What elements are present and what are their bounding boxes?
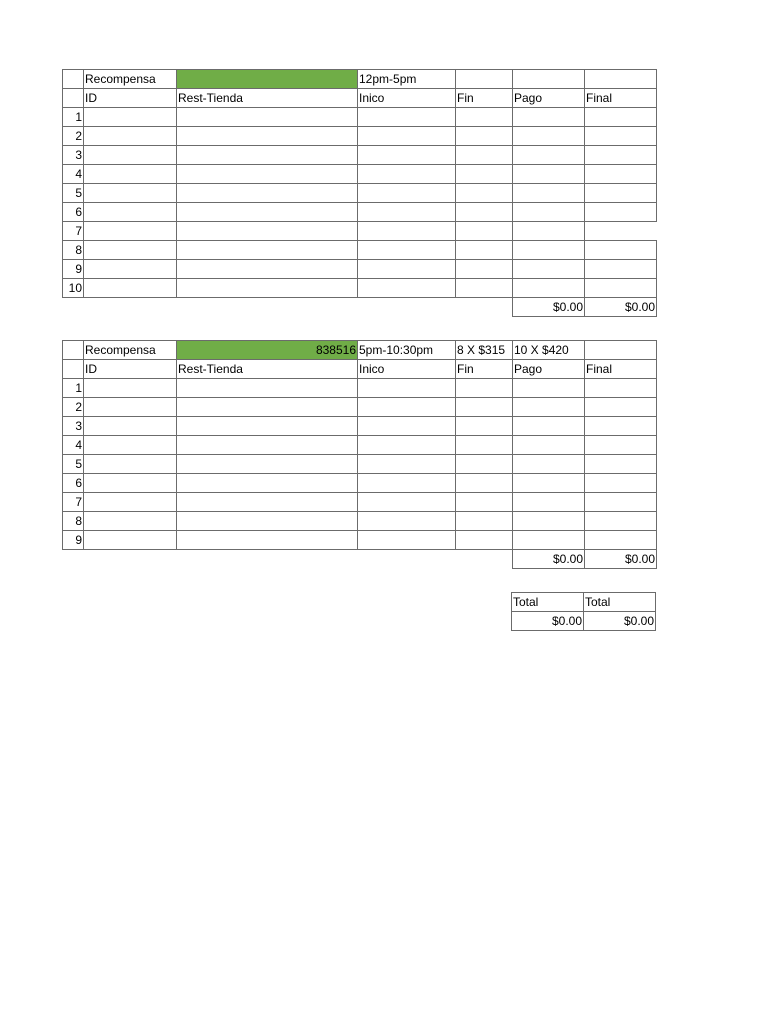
data-cell[interactable]: [358, 512, 456, 531]
data-cell[interactable]: [456, 531, 513, 550]
table-row: [63, 146, 657, 165]
row-number[interactable]: 6: [63, 203, 84, 222]
data-cell[interactable]: [585, 379, 657, 398]
data-cell[interactable]: [513, 493, 585, 512]
column-header[interactable]: Pago: [513, 360, 585, 379]
title-row: [63, 341, 657, 360]
data-cell[interactable]: [456, 146, 513, 165]
summary-blank-cell: [177, 298, 358, 317]
table-row: [63, 279, 657, 298]
data-cell[interactable]: [358, 108, 456, 127]
data-cell[interactable]: [177, 165, 358, 184]
title-row: [63, 70, 657, 89]
data-cell[interactable]: [585, 455, 657, 474]
data-cell[interactable]: [585, 493, 657, 512]
summary-blank-cell: [63, 298, 84, 317]
table-row: [63, 417, 657, 436]
grand-total-label-pago[interactable]: Total: [512, 593, 584, 612]
data-cell[interactable]: [513, 417, 585, 436]
data-cell[interactable]: [513, 455, 585, 474]
data-cell[interactable]: [513, 241, 585, 260]
row-number[interactable]: 9: [63, 260, 84, 279]
summary-blank-cell: [358, 550, 456, 569]
data-cell[interactable]: [513, 512, 585, 531]
data-cell[interactable]: [84, 531, 177, 550]
reward-table-2: [62, 340, 657, 569]
column-header[interactable]: Fin: [456, 360, 513, 379]
header-row: [63, 89, 657, 108]
data-cell[interactable]: [513, 127, 585, 146]
data-cell[interactable]: [84, 379, 177, 398]
data-cell[interactable]: [358, 436, 456, 455]
column-header[interactable]: Pago: [513, 89, 585, 108]
row-number[interactable]: 4: [63, 165, 84, 184]
data-cell[interactable]: [585, 398, 657, 417]
column-header[interactable]: Rest-Tienda: [177, 89, 358, 108]
data-cell[interactable]: [456, 398, 513, 417]
data-cell[interactable]: [358, 398, 456, 417]
header-corner-cell[interactable]: [63, 89, 84, 108]
reward-table-1: [62, 69, 657, 317]
data-cell[interactable]: [177, 474, 358, 493]
column-header[interactable]: Final: [585, 89, 657, 108]
data-cell[interactable]: [177, 398, 358, 417]
data-cell[interactable]: [84, 203, 177, 222]
row-number[interactable]: 2: [63, 127, 84, 146]
data-cell[interactable]: [456, 203, 513, 222]
title-empty-cell[interactable]: [585, 70, 657, 89]
data-cell[interactable]: [513, 279, 585, 298]
data-cell[interactable]: [84, 108, 177, 127]
data-cell[interactable]: [84, 474, 177, 493]
data-cell[interactable]: [177, 417, 358, 436]
data-cell[interactable]: [358, 241, 456, 260]
rate-note-1[interactable]: [456, 70, 513, 89]
table-row: [63, 379, 657, 398]
data-cell[interactable]: [84, 146, 177, 165]
row-number[interactable]: 3: [63, 146, 84, 165]
data-cell[interactable]: [513, 398, 585, 417]
summary-blank-cell: [63, 550, 84, 569]
data-cell[interactable]: [513, 146, 585, 165]
reward-label[interactable]: Recompensa: [84, 70, 177, 89]
data-cell[interactable]: [585, 203, 657, 222]
data-cell[interactable]: [84, 455, 177, 474]
subtotal-final[interactable]: $0.00: [585, 550, 657, 569]
data-cell[interactable]: [177, 436, 358, 455]
table-row: [63, 398, 657, 417]
data-cell[interactable]: [177, 531, 358, 550]
data-cell[interactable]: [456, 108, 513, 127]
data-cell[interactable]: [358, 531, 456, 550]
data-cell[interactable]: [585, 279, 657, 298]
rate-note-2[interactable]: 10 X $420: [513, 341, 585, 360]
data-cell[interactable]: [513, 203, 585, 222]
grand-total-label-final[interactable]: Total: [584, 593, 656, 612]
row-number[interactable]: 7: [63, 222, 84, 241]
shift-time[interactable]: 5pm-10:30pm: [358, 341, 456, 360]
grand-total-header-row: [512, 593, 656, 612]
column-header[interactable]: Inico: [358, 360, 456, 379]
data-cell[interactable]: [358, 184, 456, 203]
rate-note-1[interactable]: 8 X $315: [456, 341, 513, 360]
data-cell[interactable]: [84, 398, 177, 417]
data-cell[interactable]: [358, 165, 456, 184]
table-row: [63, 493, 657, 512]
data-cell[interactable]: [177, 379, 358, 398]
table-row: [63, 241, 657, 260]
summary-blank-cell: [456, 550, 513, 569]
data-cell[interactable]: [585, 512, 657, 531]
data-cell[interactable]: [456, 165, 513, 184]
column-header[interactable]: Final: [585, 360, 657, 379]
row-number[interactable]: 7: [63, 493, 84, 512]
reward-table-2-body: [63, 341, 657, 569]
rate-note-2[interactable]: [513, 70, 585, 89]
table-row: [63, 222, 657, 241]
grand-total-table: [511, 592, 656, 631]
data-cell[interactable]: [456, 512, 513, 531]
data-cell[interactable]: [513, 184, 585, 203]
data-cell[interactable]: [177, 184, 358, 203]
row-number[interactable]: 5: [63, 455, 84, 474]
data-cell[interactable]: [84, 417, 177, 436]
reward-table-1-body: [63, 70, 657, 317]
row-number[interactable]: 1: [63, 108, 84, 127]
data-cell[interactable]: [585, 260, 657, 279]
data-cell[interactable]: [177, 512, 358, 531]
data-cell[interactable]: [513, 108, 585, 127]
row-number[interactable]: 3: [63, 417, 84, 436]
data-cell[interactable]: [513, 436, 585, 455]
data-cell[interactable]: [456, 241, 513, 260]
data-cell[interactable]: [177, 279, 358, 298]
grand-total-value-pago[interactable]: $0.00: [512, 612, 584, 631]
column-header[interactable]: ID: [84, 89, 177, 108]
data-cell[interactable]: [177, 241, 358, 260]
data-cell[interactable]: [177, 455, 358, 474]
data-cell[interactable]: [585, 474, 657, 493]
data-cell[interactable]: [177, 203, 358, 222]
table-row: [63, 531, 657, 550]
data-cell[interactable]: [513, 260, 585, 279]
data-cell[interactable]: [456, 279, 513, 298]
table-row: [63, 474, 657, 493]
data-cell[interactable]: [358, 455, 456, 474]
table-row: [63, 455, 657, 474]
data-cell[interactable]: [456, 222, 513, 241]
table-row: [63, 108, 657, 127]
column-header[interactable]: Inico: [358, 89, 456, 108]
data-cell[interactable]: [177, 493, 358, 512]
table-row: [63, 436, 657, 455]
data-cell[interactable]: [585, 184, 657, 203]
table-row: [63, 512, 657, 531]
column-header[interactable]: Rest-Tienda: [177, 360, 358, 379]
data-cell[interactable]: [177, 222, 358, 241]
summary-row: [63, 550, 657, 569]
data-cell[interactable]: [585, 241, 657, 260]
grand-total-value-final[interactable]: $0.00: [584, 612, 656, 631]
data-cell[interactable]: [513, 474, 585, 493]
table-row: [63, 165, 657, 184]
data-cell[interactable]: [513, 165, 585, 184]
data-cell[interactable]: [456, 127, 513, 146]
data-cell[interactable]: [513, 531, 585, 550]
data-cell[interactable]: [358, 279, 456, 298]
corner-cell[interactable]: [63, 341, 84, 360]
subtotal-pago[interactable]: $0.00: [513, 550, 585, 569]
row-number[interactable]: 1: [63, 379, 84, 398]
data-cell[interactable]: [358, 203, 456, 222]
data-cell[interactable]: [177, 127, 358, 146]
data-cell[interactable]: [84, 436, 177, 455]
data-cell[interactable]: [177, 146, 358, 165]
row-number[interactable]: 6: [63, 474, 84, 493]
data-cell[interactable]: [456, 436, 513, 455]
header-corner-cell[interactable]: [63, 360, 84, 379]
data-cell[interactable]: [585, 165, 657, 184]
data-cell[interactable]: [358, 474, 456, 493]
table-row: [63, 184, 657, 203]
data-cell[interactable]: [84, 165, 177, 184]
subtotal-final[interactable]: $0.00: [585, 298, 657, 317]
data-cell[interactable]: [84, 184, 177, 203]
data-cell[interactable]: [358, 127, 456, 146]
data-cell[interactable]: [358, 493, 456, 512]
data-cell[interactable]: [456, 379, 513, 398]
data-cell[interactable]: [177, 260, 358, 279]
data-cell[interactable]: [84, 493, 177, 512]
header-row: [63, 360, 657, 379]
data-cell[interactable]: [456, 417, 513, 436]
reward-label[interactable]: Recompensa: [84, 341, 177, 360]
summary-blank-cell: [358, 298, 456, 317]
row-number[interactable]: 2: [63, 398, 84, 417]
row-number[interactable]: 8: [63, 512, 84, 531]
data-cell[interactable]: [585, 146, 657, 165]
row-number[interactable]: 9: [63, 531, 84, 550]
subtotal-pago[interactable]: $0.00: [513, 298, 585, 317]
row-number[interactable]: 4: [63, 436, 84, 455]
table-row: [63, 203, 657, 222]
data-cell[interactable]: [585, 436, 657, 455]
row-number[interactable]: 5: [63, 184, 84, 203]
shift-time[interactable]: 12pm-5pm: [358, 70, 456, 89]
summary-blank-cell: [177, 550, 358, 569]
data-cell[interactable]: [358, 379, 456, 398]
data-cell[interactable]: [456, 493, 513, 512]
data-cell[interactable]: [513, 379, 585, 398]
data-cell[interactable]: [456, 260, 513, 279]
data-cell[interactable]: [84, 260, 177, 279]
reward-code-cell[interactable]: [177, 70, 358, 89]
table-row: [63, 260, 657, 279]
table-row: [63, 127, 657, 146]
data-cell[interactable]: [585, 127, 657, 146]
row-number[interactable]: 8: [63, 241, 84, 260]
data-cell[interactable]: [358, 146, 456, 165]
data-cell[interactable]: [358, 260, 456, 279]
data-cell[interactable]: [358, 222, 456, 241]
data-cell[interactable]: [84, 241, 177, 260]
data-cell[interactable]: [84, 279, 177, 298]
data-cell[interactable]: [585, 417, 657, 436]
data-cell[interactable]: [84, 222, 177, 241]
column-header[interactable]: ID: [84, 360, 177, 379]
summary-row: [63, 298, 657, 317]
row-number[interactable]: 10: [63, 279, 84, 298]
column-header[interactable]: Fin: [456, 89, 513, 108]
title-empty-cell[interactable]: [585, 341, 657, 360]
data-cell[interactable]: [585, 222, 657, 241]
data-cell[interactable]: [456, 184, 513, 203]
data-cell[interactable]: [177, 108, 358, 127]
data-cell[interactable]: [358, 417, 456, 436]
data-cell[interactable]: [84, 512, 177, 531]
summary-blank-cell: [84, 550, 177, 569]
data-cell[interactable]: [513, 222, 585, 241]
data-cell[interactable]: [585, 531, 657, 550]
data-cell[interactable]: [456, 455, 513, 474]
data-cell[interactable]: [585, 108, 657, 127]
grand-total-value-row: [512, 612, 656, 631]
summary-blank-cell: [456, 298, 513, 317]
data-cell[interactable]: [84, 127, 177, 146]
summary-blank-cell: [84, 298, 177, 317]
reward-code-cell[interactable]: 838516: [177, 341, 358, 360]
data-cell[interactable]: [456, 474, 513, 493]
corner-cell[interactable]: [63, 70, 84, 89]
